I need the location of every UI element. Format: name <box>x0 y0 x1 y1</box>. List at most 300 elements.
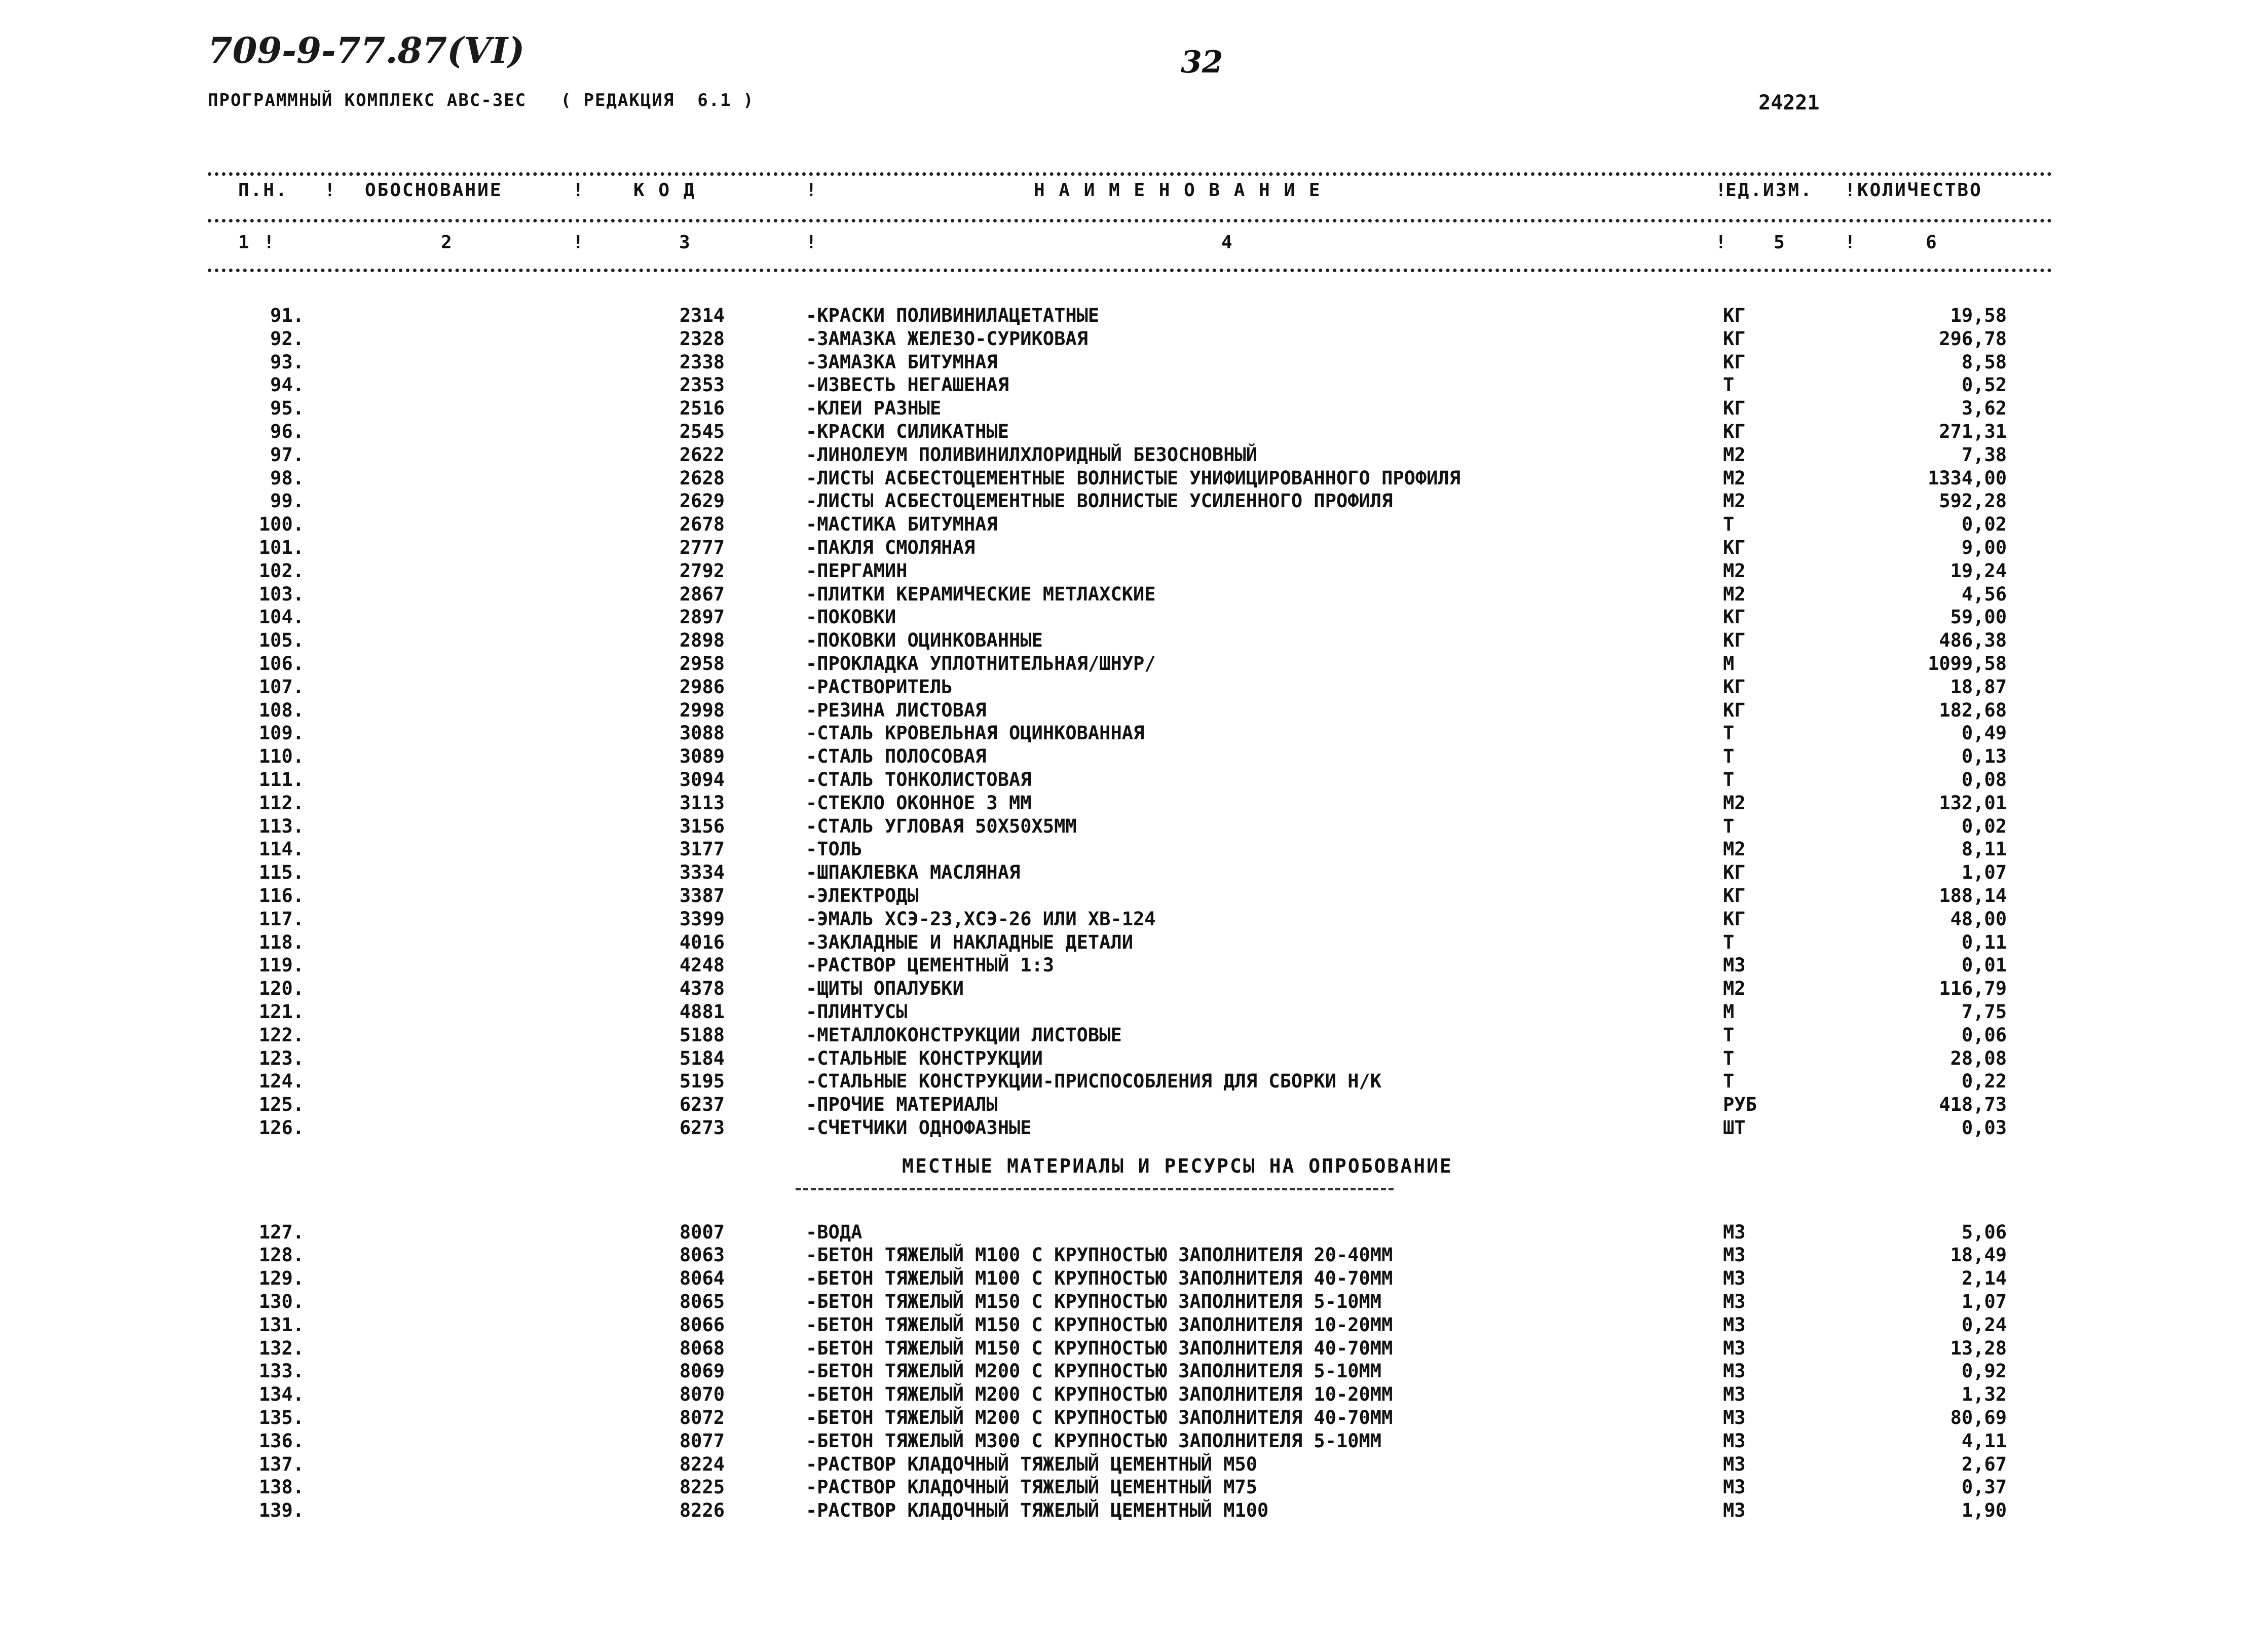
row-name: -ПРОЧИЕ МАТЕРИАЛЫ <box>806 1094 998 1116</box>
row-unit: Т <box>1723 1070 1735 1093</box>
row-quantity: 19,24 <box>1950 559 2007 582</box>
row-quantity: 0,52 <box>1961 374 2007 396</box>
row-name: -ИЗВЕСТЬ НЕГАШЕНАЯ <box>806 374 1009 396</box>
row-name: -ПРОКЛАДКА УПЛОТНИТЕЛЬНАЯ/ШНУР/ <box>806 652 1156 674</box>
row-name: -ЗАМАЗКА ЖЕЛЕЗО-СУРИКОВАЯ <box>806 327 1088 350</box>
col-separator: ! <box>806 180 817 201</box>
row-number: 120. <box>258 978 304 1000</box>
row-code: 8069 <box>679 1360 725 1382</box>
row-unit: М3 <box>1723 954 1746 977</box>
row-unit: КГ <box>1723 629 1746 652</box>
row-code: 8072 <box>679 1407 725 1429</box>
row-name: -БЕТОН ТЯЖЕЛЫЙ М100 С КРУПНОСТЬЮ ЗАПОЛНИТЕЛЯ 20-40ММ <box>806 1244 1393 1266</box>
row-name: -ЛИСТЫ АСБЕСТОЦЕМЕНТНЫЕ ВОЛНИСТЫЕ УСИЛЕННОГО ПРОФИЛЯ <box>806 490 1393 512</box>
table-row <box>0 1290 2250 1313</box>
table-row <box>0 1093 2250 1116</box>
table-row <box>0 768 2250 792</box>
row-number: 105. <box>258 629 304 652</box>
col-separator: ! <box>1845 180 1856 201</box>
row-name: -БЕТОН ТЯЖЕЛЫЙ М200 С КРУПНОСТЬЮ ЗАПОЛНИТЕЛЯ 5-10ММ <box>806 1360 1382 1382</box>
row-number: 123. <box>258 1047 304 1069</box>
row-name: -ВОДА <box>806 1221 863 1243</box>
row-code: 4378 <box>679 978 725 1000</box>
row-quantity: 59,00 <box>1950 606 2007 628</box>
table-top-rule <box>208 172 2052 176</box>
row-code: 6273 <box>679 1116 725 1139</box>
row-name: -РАСТВОР КЛАДОЧНЫЙ ТЯЖЕЛЫЙ ЦЕМЕНТНЫЙ М50 <box>806 1453 1258 1475</box>
col-header-unit: ЕД.ИЗМ. <box>1726 180 1813 201</box>
row-number: 119. <box>258 954 304 977</box>
row-number: 138. <box>258 1476 304 1498</box>
row-number: 133. <box>258 1360 304 1382</box>
row-unit: КГ <box>1723 351 1746 373</box>
row-code: 2867 <box>679 583 725 605</box>
row-name: -БЕТОН ТЯЖЕЛЫЙ М200 С КРУПНОСТЬЮ ЗАПОЛНИТЕЛЯ 40-70ММ <box>806 1407 1393 1429</box>
row-quantity: 13,28 <box>1950 1337 2007 1359</box>
table-row <box>0 954 2250 977</box>
row-quantity: 1334,00 <box>1928 467 2007 489</box>
table-row <box>0 1047 2250 1070</box>
row-code: 3387 <box>679 884 725 907</box>
row-number: 112. <box>258 792 304 814</box>
table-row <box>0 351 2250 374</box>
row-number: 92. <box>270 327 304 350</box>
row-code: 3089 <box>679 745 725 768</box>
table-row <box>0 931 2250 954</box>
row-code: 8068 <box>679 1337 725 1359</box>
row-quantity: 296,78 <box>1939 327 2007 350</box>
table-row <box>0 977 2250 1000</box>
row-quantity: 0,37 <box>1961 1476 2007 1498</box>
row-unit: Т <box>1723 722 1735 744</box>
col-header-num: П.Н. <box>238 180 288 201</box>
row-name: -ЛИСТЫ АСБЕСТОЦЕМЕНТНЫЕ ВОЛНИСТЫЕ УНИФИЦИРОВАННОГО ПРОФИЛЯ <box>806 467 1461 489</box>
table-row <box>0 1406 2250 1430</box>
section-underline <box>796 1188 1394 1190</box>
row-quantity: 1,07 <box>1961 861 2007 884</box>
row-number: 129. <box>258 1267 304 1290</box>
row-number: 130. <box>258 1291 304 1313</box>
row-name: -ПОКОВКИ <box>806 606 896 628</box>
table-row <box>0 1360 2250 1383</box>
row-name: -ЭМАЛЬ ХСЭ-23,ХСЭ-26 ИЛИ ХВ-124 <box>806 908 1156 930</box>
section-title: МЕСТНЫЕ МАТЕРИАЛЫ И РЕСУРСЫ НА ОПРОБОВАНИЕ <box>902 1154 1453 1177</box>
row-unit: М3 <box>1723 1499 1746 1522</box>
row-unit: Т <box>1723 745 1735 768</box>
row-quantity: 9,00 <box>1961 536 2007 558</box>
row-quantity: 0,22 <box>1961 1070 2007 1093</box>
row-quantity: 592,28 <box>1939 490 2007 512</box>
row-unit: КГ <box>1723 606 1746 628</box>
row-code: 8066 <box>679 1313 725 1336</box>
row-code: 5184 <box>679 1047 725 1069</box>
table-row <box>0 443 2250 467</box>
table-row <box>0 652 2250 675</box>
row-name: -ПЕРГАМИН <box>806 559 908 582</box>
table-row <box>0 1221 2250 1244</box>
table-row <box>0 699 2250 722</box>
table-row <box>0 373 2250 397</box>
table-row <box>0 1337 2250 1360</box>
row-unit: М3 <box>1723 1476 1746 1498</box>
row-code: 3399 <box>679 908 725 930</box>
row-number: 134. <box>258 1383 304 1406</box>
row-quantity: 0,49 <box>1961 722 2007 744</box>
row-name: -БЕТОН ТЯЖЕЛЫЙ М150 С КРУПНОСТЬЮ ЗАПОЛНИТЕЛЯ 40-70ММ <box>806 1337 1393 1359</box>
row-code: 8065 <box>679 1291 725 1313</box>
table-row <box>0 536 2250 559</box>
row-quantity: 80,69 <box>1950 1407 2007 1429</box>
row-quantity: 271,31 <box>1939 420 2007 442</box>
table-header-rule <box>208 219 2052 222</box>
row-number: 118. <box>258 931 304 953</box>
row-number: 136. <box>258 1430 304 1452</box>
row-unit: М <box>1723 1000 1735 1023</box>
table-row <box>0 1383 2250 1406</box>
row-number: 127. <box>258 1221 304 1243</box>
row-number: 116. <box>258 884 304 907</box>
row-quantity: 1,07 <box>1961 1291 2007 1313</box>
row-unit: М3 <box>1723 1383 1746 1406</box>
row-unit: М3 <box>1723 1313 1746 1336</box>
row-name: -БЕТОН ТЯЖЕЛЫЙ М200 С КРУПНОСТЬЮ ЗАПОЛНИТЕЛЯ 10-20ММ <box>806 1383 1393 1406</box>
row-name: -БЕТОН ТЯЖЕЛЫЙ М150 С КРУПНОСТЬЮ ЗАПОЛНИТЕЛЯ 10-20ММ <box>806 1313 1393 1336</box>
row-number: 96. <box>270 420 304 442</box>
row-quantity: 0,11 <box>1961 931 2007 953</box>
row-quantity: 182,68 <box>1939 699 2007 721</box>
col-number-4: 4 <box>1221 232 1232 253</box>
row-quantity: 0,24 <box>1961 1313 2007 1336</box>
col-header-code: К О Д <box>633 180 696 201</box>
row-unit: М3 <box>1723 1337 1746 1359</box>
row-unit: М3 <box>1723 1407 1746 1429</box>
row-unit: М2 <box>1723 792 1746 814</box>
row-code: 3156 <box>679 815 725 837</box>
row-quantity: 7,38 <box>1961 443 2007 466</box>
row-name: -БЕТОН ТЯЖЕЛЫЙ М150 С КРУПНОСТЬЮ ЗАПОЛНИТЕЛЯ 5-10ММ <box>806 1291 1382 1313</box>
table-row <box>0 1453 2250 1476</box>
section-local-materials <box>0 1140 2250 1221</box>
row-unit: КГ <box>1723 327 1746 350</box>
row-code: 8225 <box>679 1476 725 1498</box>
row-code: 2338 <box>679 351 725 373</box>
row-name: -ТОЛЬ <box>806 838 863 860</box>
row-code: 2678 <box>679 513 725 536</box>
document-code: 24221 <box>1758 91 1820 115</box>
row-name: -РАСТВОР КЛАДОЧНЫЙ ТЯЖЕЛЫЙ ЦЕМЕНТНЫЙ М75 <box>806 1476 1258 1498</box>
row-code: 8070 <box>679 1383 725 1406</box>
row-quantity: 132,01 <box>1939 792 2007 814</box>
row-name: -СТАЛЬ ТОНКОЛИСТОВАЯ <box>806 768 1032 791</box>
table-row <box>0 327 2250 351</box>
row-quantity: 18,49 <box>1950 1244 2007 1266</box>
row-number: 139. <box>258 1499 304 1522</box>
row-unit: ШТ <box>1723 1116 1746 1139</box>
row-name: -ЛИНОЛЕУМ ПОЛИВИНИЛХЛОРИДНЫЙ БЕЗОСНОВНЫЙ <box>806 443 1258 466</box>
row-number: 110. <box>258 745 304 768</box>
row-name: -ЗАКЛАДНЫЕ И НАКЛАДНЫЕ ДЕТАЛИ <box>806 931 1134 953</box>
table-row <box>0 397 2250 420</box>
table-row <box>0 1267 2250 1290</box>
materials-list <box>0 304 2250 1140</box>
row-code: 2629 <box>679 490 725 512</box>
row-number: 132. <box>258 1337 304 1359</box>
row-unit: М2 <box>1723 559 1746 582</box>
row-unit: КГ <box>1723 420 1746 442</box>
row-number: 91. <box>270 305 304 326</box>
row-code: 4016 <box>679 931 725 953</box>
row-number: 100. <box>258 513 304 536</box>
col-separator: ! <box>1845 232 1856 253</box>
table-row <box>0 1430 2250 1453</box>
row-quantity: 18,87 <box>1950 675 2007 698</box>
row-code: 3177 <box>679 838 725 860</box>
row-quantity: 1,32 <box>1961 1383 2007 1406</box>
row-number: 135. <box>258 1407 304 1429</box>
row-number: 128. <box>258 1244 304 1266</box>
row-code: 2516 <box>679 397 725 420</box>
table-row <box>0 629 2250 652</box>
row-number: 95. <box>270 397 304 420</box>
row-code: 3113 <box>679 792 725 814</box>
row-number: 117. <box>258 908 304 930</box>
row-unit: Т <box>1723 513 1735 536</box>
row-number: 99. <box>270 490 304 512</box>
col-number-2: 2 <box>441 232 452 253</box>
row-quantity: 1,90 <box>1961 1499 2007 1522</box>
row-unit: РУБ <box>1723 1094 1757 1116</box>
row-number: 108. <box>258 699 304 721</box>
row-code: 3088 <box>679 722 725 744</box>
row-unit: Т <box>1723 1047 1735 1069</box>
row-unit: КГ <box>1723 884 1746 907</box>
row-unit: М <box>1723 652 1735 674</box>
row-unit: М2 <box>1723 490 1746 512</box>
row-code: 3334 <box>679 861 725 884</box>
row-number: 93. <box>270 351 304 373</box>
row-name: -КРАСКИ СИЛИКАТНЫЕ <box>806 420 1009 442</box>
row-unit: КГ <box>1723 536 1746 558</box>
row-number: 107. <box>258 675 304 698</box>
table-row <box>0 513 2250 536</box>
page-number: 32 <box>1181 45 1223 80</box>
table-row <box>0 722 2250 745</box>
row-unit: КГ <box>1723 397 1746 420</box>
row-number: 109. <box>258 722 304 744</box>
table-row <box>0 420 2250 443</box>
row-name: -СТЕКЛО ОКОННОЕ 3 ММ <box>806 792 1032 814</box>
row-code: 4881 <box>679 1000 725 1023</box>
row-name: -БЕТОН ТЯЖЕЛЫЙ М300 С КРУПНОСТЬЮ ЗАПОЛНИТЕЛЯ 5-10ММ <box>806 1430 1382 1452</box>
row-number: 131. <box>258 1313 304 1336</box>
row-unit: М3 <box>1723 1267 1746 1290</box>
row-number: 94. <box>270 374 304 396</box>
table-row <box>0 304 2250 327</box>
row-unit: М2 <box>1723 978 1746 1000</box>
row-name: -ЭЛЕКТРОДЫ <box>806 884 919 907</box>
col-separator: ! <box>806 232 817 253</box>
row-quantity: 0,01 <box>1961 954 2007 977</box>
row-unit: Т <box>1723 374 1735 396</box>
row-name: -СТАЛЬНЫЕ КОНСТРУКЦИИ <box>806 1047 1043 1069</box>
row-number: 103. <box>258 583 304 605</box>
row-number: 124. <box>258 1070 304 1093</box>
row-number: 101. <box>258 536 304 558</box>
row-name: -СТАЛЬНЫЕ КОНСТРУКЦИИ-ПРИСПОСОБЛЕНИЯ ДЛЯ СБОРКИ Н/К <box>806 1070 1382 1093</box>
row-unit: КГ <box>1723 699 1746 721</box>
row-number: 122. <box>258 1024 304 1046</box>
row-quantity: 418,73 <box>1939 1094 2007 1116</box>
row-quantity: 7,75 <box>1961 1000 2007 1023</box>
table-row <box>0 606 2250 629</box>
row-name: -РАСТВОРИТЕЛЬ <box>806 675 953 698</box>
row-quantity: 0,08 <box>1961 768 2007 791</box>
row-number: 126. <box>258 1116 304 1139</box>
row-unit: М3 <box>1723 1360 1746 1382</box>
table-row <box>0 745 2250 768</box>
col-header-name: Н А И М Е Н О В А Н И Е <box>1034 180 1322 201</box>
row-number: 102. <box>258 559 304 582</box>
row-unit: Т <box>1723 815 1735 837</box>
row-code: 2628 <box>679 467 725 489</box>
row-code: 6237 <box>679 1094 725 1116</box>
row-name: -СТАЛЬ УГЛОВАЯ 50Х50Х5ММ <box>806 815 1077 837</box>
row-code: 3094 <box>679 768 725 791</box>
row-unit: Т <box>1723 931 1735 953</box>
table-row <box>0 1313 2250 1337</box>
row-name: -ПЛИТКИ КЕРАМИЧЕСКИЕ МЕТЛАХСКИЕ <box>806 583 1156 605</box>
table-row <box>0 1244 2250 1267</box>
col-header-qty: КОЛИЧЕСТВО <box>1857 180 1982 201</box>
row-quantity: 0,02 <box>1961 815 2007 837</box>
row-unit: М2 <box>1723 838 1746 860</box>
row-code: 8064 <box>679 1267 725 1290</box>
row-unit: М3 <box>1723 1453 1746 1475</box>
row-quantity: 0,02 <box>1961 513 2007 536</box>
row-name: -ЗАМАЗКА БИТУМНАЯ <box>806 351 998 373</box>
table-body <box>0 304 2250 1522</box>
row-code: 2986 <box>679 675 725 698</box>
row-quantity: 0,03 <box>1961 1116 2007 1139</box>
row-quantity: 116,79 <box>1939 978 2007 1000</box>
row-code: 2622 <box>679 443 725 466</box>
table-row <box>0 583 2250 606</box>
table-row <box>0 908 2250 931</box>
handwritten-doc-number: 709-9-77.87(VI) <box>208 29 525 71</box>
row-code: 2328 <box>679 327 725 350</box>
table-row <box>0 467 2250 490</box>
row-unit: М3 <box>1723 1430 1746 1452</box>
row-name: -КЛЕИ РАЗНЫЕ <box>806 397 942 420</box>
row-name: -МАСТИКА БИТУМНАЯ <box>806 513 998 536</box>
row-quantity: 4,56 <box>1961 583 2007 605</box>
row-quantity: 1099,58 <box>1928 652 2007 674</box>
row-quantity: 0,92 <box>1961 1360 2007 1382</box>
local-materials-list <box>0 1221 2250 1522</box>
row-number: 125. <box>258 1094 304 1116</box>
row-name: -ПОКОВКИ ОЦИНКОВАННЫЕ <box>806 629 1043 652</box>
col-number-1: 1 <box>238 232 249 253</box>
row-number: 106. <box>258 652 304 674</box>
row-unit: М3 <box>1723 1221 1746 1243</box>
row-code: 2792 <box>679 559 725 582</box>
row-number: 115. <box>258 861 304 884</box>
row-number: 98. <box>270 467 304 489</box>
table-row <box>0 675 2250 699</box>
col-number-3: 3 <box>679 232 690 253</box>
table-row <box>0 490 2250 513</box>
row-code: 2545 <box>679 420 725 442</box>
row-quantity: 0,13 <box>1961 745 2007 768</box>
table-row <box>0 815 2250 838</box>
row-unit: М2 <box>1723 467 1746 489</box>
row-unit: М2 <box>1723 443 1746 466</box>
row-name: -РАСТВОР ЦЕМЕНТНЫЙ 1:3 <box>806 954 1055 977</box>
row-quantity: 3,62 <box>1961 397 2007 420</box>
row-unit: КГ <box>1723 305 1746 326</box>
row-code: 2777 <box>679 536 725 558</box>
row-name: -СТАЛЬ ПОЛОСОВАЯ <box>806 745 987 768</box>
col-separator: ! <box>573 232 584 253</box>
table-row <box>0 884 2250 908</box>
row-name: -СЧЕТЧИКИ ОДНОФАЗНЫЕ <box>806 1116 1032 1139</box>
row-unit: КГ <box>1723 675 1746 698</box>
row-name: -ЩИТЫ ОПАЛУБКИ <box>806 978 964 1000</box>
row-quantity: 188,14 <box>1939 884 2007 907</box>
row-name: -МЕТАЛЛОКОНСТРУКЦИИ ЛИСТОВЫЕ <box>806 1024 1122 1046</box>
row-name: -РАСТВОР КЛАДОЧНЫЙ ТЯЖЕЛЫЙ ЦЕМЕНТНЫЙ М100 <box>806 1499 1269 1522</box>
row-unit: М2 <box>1723 583 1746 605</box>
row-number: 121. <box>258 1000 304 1023</box>
row-quantity: 5,06 <box>1961 1221 2007 1243</box>
table-row <box>0 1499 2250 1522</box>
row-number: 111. <box>258 768 304 791</box>
row-name: -ШПАКЛЕВКА МАСЛЯНАЯ <box>806 861 1021 884</box>
row-code: 2958 <box>679 652 725 674</box>
row-number: 137. <box>258 1453 304 1475</box>
row-number: 113. <box>258 815 304 837</box>
row-code: 2998 <box>679 699 725 721</box>
row-code: 8063 <box>679 1244 725 1266</box>
table-row <box>0 1000 2250 1024</box>
table-row <box>0 838 2250 861</box>
row-code: 8226 <box>679 1499 725 1522</box>
row-quantity: 8,11 <box>1961 838 2007 860</box>
row-code: 2314 <box>679 305 725 326</box>
row-unit: КГ <box>1723 861 1746 884</box>
row-code: 8077 <box>679 1430 725 1452</box>
col-number-5: 5 <box>1774 232 1785 253</box>
col-header-basis: ОБОСНОВАНИЕ <box>365 180 503 201</box>
row-quantity: 8,58 <box>1961 351 2007 373</box>
row-number: 104. <box>258 606 304 628</box>
row-quantity: 19,58 <box>1950 305 2007 326</box>
row-code: 2897 <box>679 606 725 628</box>
row-unit: Т <box>1723 1024 1735 1046</box>
program-title: ПРОГРАММНЫЙ КОМПЛЕКС АВС-ЗЕС ( РЕДАКЦИЯ 6.1 ) <box>208 90 755 110</box>
table-numbers-rule <box>208 269 2052 272</box>
row-quantity: 0,06 <box>1961 1024 2007 1046</box>
row-quantity: 28,08 <box>1950 1047 2007 1069</box>
table-row <box>0 861 2250 884</box>
row-code: 2898 <box>679 629 725 652</box>
row-code: 8224 <box>679 1453 725 1475</box>
row-name: -ПАКЛЯ СМОЛЯНАЯ <box>806 536 976 558</box>
row-code: 5188 <box>679 1024 725 1046</box>
row-code: 4248 <box>679 954 725 977</box>
col-separator: ! <box>264 232 275 253</box>
row-quantity: 4,11 <box>1961 1430 2007 1452</box>
